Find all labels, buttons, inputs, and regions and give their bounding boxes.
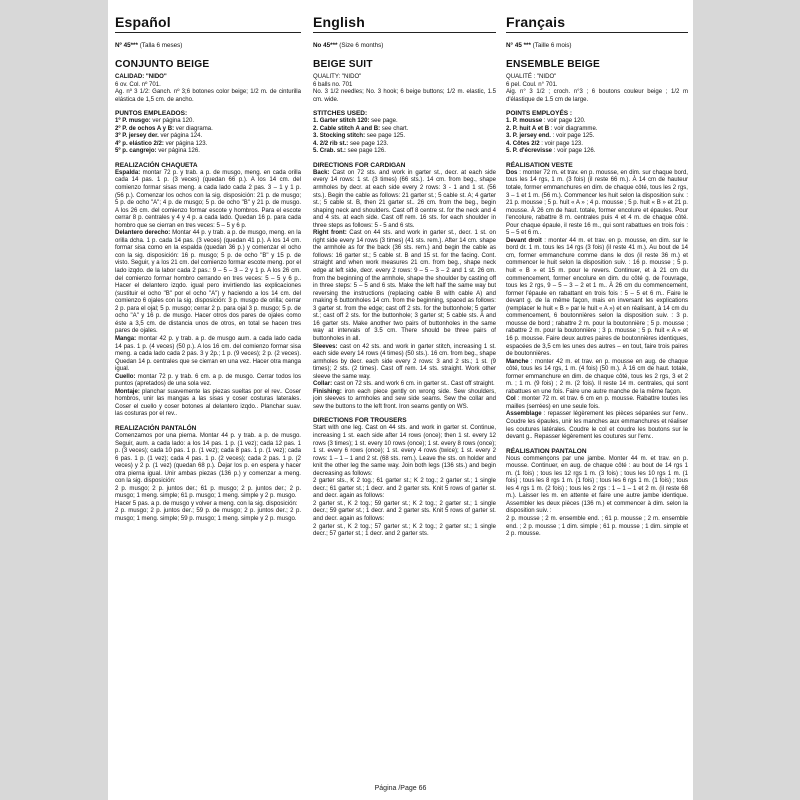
paragraph-text: cast on 72 sts. and work 6 cm. in garter st.. Cast off straight. <box>332 381 495 388</box>
section-heading: PUNTOS EMPLEADOS: <box>115 110 188 118</box>
paragraph-lead: Assemblage <box>506 411 542 418</box>
paragraph-lead: Col <box>506 396 516 403</box>
paragraph-text: montar 72 p. y trab. a p. de musgo, meng. en cada orilla cada 14 pas. 1 p. (3 veces) (quedan 66 p.). A los 14 cm. del comienzo formar sisas meng. a cada lado cada 2 pas. 3 – 1 y 1 p. (56 p.). Comenzar los ochos con la sig. disposición: 21 p. de musgo; 5 p. de ocho "A"; 4 p. de musgo; 5 p. de ocho "B" y 21 p. de musgo. A los 26 cm. del comienzo formar escote y hombros. Para el escote cerrar 8 p. centrales y 4 y 4 p. a cada lado. Quedan 16 p. para cada hombro que se cierran en tres veces: 5 – 5 y 6 p. <box>115 169 301 229</box>
instruction-paragraph <box>115 336 301 374</box>
instruction-paragraph <box>115 486 301 501</box>
instruction-paragraph <box>506 133 688 141</box>
paragraph-text: see chart. <box>380 125 409 132</box>
instruction-paragraph <box>313 344 496 382</box>
paragraph-text: Cast on 72 sts. and work in garter st., decr. at each side every 14 rows: 1 st. (3 times) (66 sts.). 14 cm. from beg., shape armholes by decr. at each side every 2 rows: 3 - 1 and 1 st. (56 sts.). Begin the cable as follows: 21 garter st.; 5 cable st. A; 4 garter st.; 5 cable st. B, then 21 garter st.. 26 cm. from the beg., begin shaping neck and shoulders. Cast off 8 centre st. for the neck and 4 and 4 sts. at each side. Cast off rem. 16 sts. for each shoulder in three steps as follows: 5 - 5 and 6 sts. <box>313 169 496 229</box>
paragraph-text: see page 125. <box>365 133 406 140</box>
model-number <box>313 42 496 50</box>
model-number <box>506 42 688 50</box>
column-francais <box>506 14 688 539</box>
paragraph-lead: 2. P. huit A et B <box>506 125 550 132</box>
paragraph-text: 6 balls no. 701 <box>313 81 353 88</box>
instruction-paragraph <box>313 126 496 134</box>
paragraph-lead: 2º P. de ochos A y B: <box>115 125 175 132</box>
page-footer: Página /Page 66 <box>374 785 427 792</box>
instruction-paragraph <box>115 374 301 389</box>
paragraph-text: : voir diagramme. <box>549 125 598 132</box>
paragraph-text: cast on 42 sts. and work in garter stitch, increasing 1 st. each side every 14 rows (4 times) (50 sts.). 16 cm. from beg., shape armholes by decr. each side every 2 rows: 3 and 2 sts.; 1 st. (9 times); 2 sts. (2 times). Cast off rem. 14 sts. straight. Work other sleeve the same way. <box>313 343 496 380</box>
paragraph-text: ver diagrama. <box>174 125 213 132</box>
paragraph-text: montar 42 p. y trab. a p. de musgo aum. a cada lado cada 14 pas. 1 p. (4 veces) (50 p.). A los 16 cm. del comienzo formar sisa meng. a cada lado cada 2 pas. 3 y 2p.; 1 p. (9 veces); 2 p. (2 veces). Quedan 14 p. centrales que se cierran en una vez. Hacer otra manga igual. <box>115 335 301 373</box>
paragraph-lead: Cuello: <box>115 373 136 380</box>
instruction-paragraph <box>313 501 496 524</box>
paragraph-lead: CALIDAD: "NIDO" <box>115 74 167 80</box>
instruction-paragraph <box>506 411 688 441</box>
document-page <box>108 0 693 800</box>
paragraph-text: 6 ov. Col. nº 701. <box>115 81 161 88</box>
paragraph-text: Start with one leg. Cast on 44 sts. and work in garter st. Continue, increasing 1 st. each side after 14 rows (once); then 1 st. every 12 rows (3 times); 1 st. every 10 rows (once); 1 st. every 8 rows (once); 1 st. every 6 rows (once); 1 st. every 4 rows (twice); 1 st. every 2 rows: 1 – 1 – 1 and 2 st. (68 sts. rem.). Leave the sts. on holder and knit the other leg the same way. Join both legs (136 sts.) and begin decreasing as follows: <box>313 425 496 477</box>
paragraph-text: Montar 44 p. y trab. a p. de musgo, meng. en la orilla dcha. 1 p. cada 14 pas. (3 veces) (quedan 41 p.). A los 14 cm. formar sisa como en la espalda (quedan 36 p.) y comenzar el ocho con la sig. disposición: 16 p. musgo; 5 p. de ocho "B" y 15 p. de visto. Seguir, y a los 21 cm. del comienzo formar escote meng. por el lado izqdo. de la labor cada 2 pas.: 9 – 5 – 3 – 2 y 1 p. A los 26 cm. del comienzo formar hombro cerrando en tres veces: 5 – 5 y 6 p.. Hacer el delantero izqdo. igual pero invirtiendo las explicaciones (sustituir el ocho "B" por el ocho "A") y haciendo a los 14 cm. del comienzo 6 ojales con la sig. disposición: 3 p. musgo de orilla; cerrar 2 p. para el ojal; 5 p. musgo; cerrar 2 p. para ojal 3 p. musgo; 5 p. de ocho "A" y 16 p. de musgo. Hacer otros dos pares de ojales como éste a 3,5 cm. de distancia unos de otros, en total se hacen tres pares de ojales. <box>115 230 301 335</box>
paragraph-text: No. 3 1/2 needles; No. 3 hook; 6 beige buttons; 1/2 m. elastic, 1.5 cm. wide. <box>313 89 496 103</box>
paragraph-text: Comenzamos por una pierna. Montar 44 p. y trab. a p. de musgo. Seguir, aum. a cada lado: a los 14 pas. 1 p. (1 vez); cada 12 pas. 1 p. (3 veces); cada 10 pas. 1 p. (1 vez); cada 8 pas. 1 p. (1 vez); cada 6 pas. 1 p. (1 vez); cada 4 pas. 1 p. (2 veces); cada 2 pas. 1 p. (2 veces) y 2 p. (1 vez) (quedan 68 p.). Dejar los p. en espera y hacer otra pierna igual. Unir ambas piezas (136 p.) y comenzar a meng. con la sig. disposición: <box>115 432 301 485</box>
paragraph-text: iron each piece gently on wrong side. Sew shoulders, join sleeves to armholes and sew side seams. Sew the collar and sew the buttons to the left front. Iron seams gently on WS. <box>313 388 496 410</box>
paragraph-lead: Sleeves: <box>313 343 338 350</box>
model-code: Nº 45*** <box>115 42 138 49</box>
paragraph-text: : monter 72 m. et trav. 6 cm en p. mousse. Rabattre toutes les mailles (serrées) en une seule fois. <box>506 396 688 410</box>
paragraph-text: 2 garter st., K 2 tog.; 57 garter st.; K 2 tog.; 2 garter st.; 1 single decr.; 57 garter st.; 1 decr. and 2 garter sts. <box>313 523 496 538</box>
paragraph-lead: Montaje: <box>115 388 140 395</box>
instruction-paragraph <box>115 74 301 82</box>
paragraph-lead: 4. 2/2 rib st.: <box>313 140 349 147</box>
paragraph-lead: 3º P. jersey der. <box>115 133 159 140</box>
column-espanol <box>115 14 301 524</box>
instruction-paragraph <box>506 170 688 238</box>
paragraph-lead: 1. Garter stitch 120: <box>313 118 370 125</box>
paragraph-text: montar 72 p. y trab. 6 cm. a p. de musgo. Cerrar todos los puntos (apretados) de una sola vez. <box>115 373 301 388</box>
language-heading: Español <box>115 14 301 33</box>
paragraph-text: QUALITY: "NIDO" <box>313 74 362 80</box>
pattern-title: ENSEMBLE BEIGE <box>506 59 600 70</box>
instruction-paragraph <box>313 74 496 82</box>
paragraph-text: Cast on 44 sts. and work in garter st., decr. 1 st. on right side every 14 rows (3 times) (41 sts. rem.). After 14 cm. shape the armhole as for the back (36 sts. rem.) and begin the cable as follows: 16 garter st.; 5 cable st. B and 15 st. for the facing. Cont. straight and when work measures 21 cm. from beg., shape neck edge at left side, decr. every 2 rows: 9 – 5 – 3 – 2 and 1 st. 26 cm. from the beginning of the armhole, shape the shoulder by casting off in three steps: 5 – 5 and 6 sts. Make the left half the same way but reversing the instructions (replacing cable B with cable A) and making 6 buttonholes 14 cm. from the beginning, spaced as follows: 3 garter st. from the edge; cast off 2 sts. for the buttonhole; 5 garter st.; cast off 2 sts. for the buttonhole; 3 garter st; 5 cable sts. A and 16 garter sts. Make another two pairs of buttonholes in the same way at intervals of 3.5 cm. There should be three pairs of buttonholes in all. <box>313 230 496 342</box>
instruction-paragraph <box>313 141 496 149</box>
instruction-paragraph <box>115 126 301 134</box>
paragraph-text: : monter 72 m. et trav. en p. mousse, en dim. sur chaque bord, tous les 14 rgs, 1 m. (3 fois) (il reste 66 m.). À 14 cm de hauteur totale, former emmanchures en dim. de chaque côté, tous les 2 rgs, 3 – 1 et 1 m. (56 m.). Commencer les huit selon la disposition suiv. : 21 p. mousse ; 5 p. huit « A » ; 4 p. mousse ; 5 p. huit « B » et 21 p. mousse. À 26 cm de haut. totale, former encolure et épaules. Pour l'encolure, rabattre 8 m. centrales puis 4 et 4 m. de chaque côté. Pour chaque épaule, il reste 16 m., qui sont rabattues en trois fois : 5 – 5 et 6 m.. <box>506 169 688 237</box>
paragraph-text: see page. <box>369 118 398 125</box>
instruction-paragraph <box>313 478 496 501</box>
instruction-paragraph <box>115 508 301 523</box>
instruction-paragraph <box>115 141 301 149</box>
instruction-paragraph <box>506 238 688 359</box>
paragraph-text: see page 123. <box>348 140 389 147</box>
paragraph-text: 6 pel. Coul. n° 701. <box>506 81 558 88</box>
paragraph-text: : monter 42 m. et trav. en p. mousse en aug. de chaque côté, tous les 14 rgs, 1 m. (4 fois) (50 m.). À 16 cm de haut. totale, former emmanchure en dim. de chaque côté, tous les 2 rgs, 3 et 2 m. ; 1 m. (9 fois) ; 2 m. (2 fois). Il reste 14 m. centrales, qui sont rabattues en une fois. Faire une autre manche de la même façon. <box>506 358 688 395</box>
pattern-title: BEIGE SUIT <box>313 59 373 70</box>
paragraph-lead: 3. Stocking stitch: <box>313 133 366 140</box>
paragraph-lead: 5º p. cangrejo: <box>115 148 157 155</box>
instruction-paragraph <box>313 133 496 141</box>
instruction-paragraph <box>506 359 688 397</box>
section-heading: DIRECTIONS FOR TROUSERS <box>313 417 407 425</box>
paragraph-text: : voir page 123. <box>539 140 583 147</box>
paragraph-text: ver página 123. <box>163 140 208 147</box>
paragraph-text: : voir page 126. <box>552 148 596 155</box>
model-size-note: (Talla 6 meses) <box>139 42 183 49</box>
instruction-paragraph <box>313 170 496 230</box>
paragraph-text: Nous commençons par une jambe. Monter 44 m. et trav. en p. mousse. Continuer, en aug. de chaque côté : au bout de 14 rgs 1 m. (1 fois) ; tous les 12 rgs 1 m. (3 fois) ; tous les 10 rgs 1 m. (1 fois) ; tous les 8 rgs 1 m. (1 fois) ; tous les 6 rgs 1 m. (1 fois) ; tous les 4 rgs 1 m. (2 fois) ; tous les 2 rgs : 1 – 1 – 1 et 2 m. (il reste 68 m.). Laisser les m. en attente et faire une autre jambe identique. Assembler les deux pièces (136 m.) et commencer à dim. selon la disposition suiv. : <box>506 455 688 515</box>
paragraph-lead: Devant droit <box>506 237 542 244</box>
instruction-paragraph <box>506 74 688 82</box>
paragraph-lead: 1. P. mousse <box>506 118 543 125</box>
instruction-paragraph <box>115 89 301 104</box>
paragraph-text: ver página 124. <box>158 133 203 140</box>
paragraph-text: : repasser légèrement les pièces séparées sur l'env.. Coudre les épaules, unir les manches aux emmanchures et réaliser les coutures latérales. Coudre le col et coudre les boutons sur le devant g.. Repasser légèrement les coutures sur l'env.. <box>506 411 688 441</box>
paragraph-lead: Finishing: <box>313 388 342 395</box>
instruction-paragraph <box>506 118 688 126</box>
paragraph-lead: 4. Côtes 2/2 <box>506 140 540 147</box>
model-code: No 45*** <box>313 42 338 49</box>
model-code: N° 45 *** <box>506 42 531 49</box>
paragraph-lead: Espalda: <box>115 169 141 176</box>
language-heading: English <box>313 14 496 33</box>
paragraph-lead: Dos <box>506 169 518 176</box>
paragraph-lead: 4º p. elástico 2/2: <box>115 140 164 147</box>
section-heading: STITCHES USED: <box>313 110 368 118</box>
paragraph-text: QUALITÉ : "NIDO" <box>506 74 557 80</box>
instruction-paragraph <box>115 118 301 126</box>
instruction-paragraph <box>506 126 688 134</box>
instruction-paragraph <box>115 389 301 419</box>
paragraph-text: : monter 44 m. et trav. en p. mousse, en dim. sur le bord dr. 1 m. tous les 14 rgs (3 fois) (il reste 41 m.). Au bout de 14 cm, former emmanchure comme dans le dos (il reste 36 m.) et commencer le huit selon la disposition suiv. : 16 p. mousse ; 5 p. huit « B » et 15 m. pour le revers. Continuer, et à 21 cm du commencement, former encolure en dim. du côté g. de l'ouvrage, tous les 2 rgs, 9 – 5 – 3 – 2 et 1 m.. À 26 cm du commencement, former l'épaule en rabattant en trois fois : 5 – 5 et 6 m.. Faire le devant g. de la même façon, mais en inversant les explications (remplacer le huit « B » par le huit « A ») et en réalisant, à 14 cm du commencement, 6 boutonnières selon la disposition suiv. : 3 p. mousse de bord ; rabattre 2 m. pour la boutonnière ; 5 p. mousse ; rabattre 2 m. pour la boutonnière ; 3 p. mousse ; 5 p. huit « A » et 16 p. mousse. Faire deux autres paires de boutonnières identiques, espacées de 3,5 cm les unes des autres – en tout, faire trois paires de boutonnières. <box>506 237 688 358</box>
paragraph-text: ver página 126. <box>156 148 200 155</box>
paragraph-lead: Manga: <box>115 335 137 342</box>
instruction-paragraph <box>506 148 688 156</box>
paragraph-text: 2 p. musgo; 2 p. juntos der.; 59 p. de musgo; 2 p. juntos der.; 2 p. musgo; 1 meng. simple; 59 p. musgo; 1 meng. simple y 2 p. musgo. <box>115 508 301 522</box>
instruction-paragraph <box>115 148 301 156</box>
instruction-paragraph <box>313 118 496 126</box>
paragraph-text: Hacer 5 pas. a p. de musgo y volver a meng. con la sig. disposición: <box>115 500 298 507</box>
instruction-paragraph <box>506 89 688 104</box>
section-heading: REALIZACIÓN PANTALÓN <box>115 424 197 432</box>
paragraph-text: : voir page 125. <box>550 133 595 140</box>
column-english <box>313 14 496 539</box>
instruction-paragraph <box>313 524 496 539</box>
paragraph-text: Ag. nº 3 1/2: Ganch. nº 3;6 botones color beige; 1/2 m. de cinturilla elástica de 1,5 cm. de ancho. <box>115 89 301 103</box>
paragraph-text: 2 garter st., K 2 tog.; 59 garter st.; K 2 tog.; 2 garter st.; 1 single decr.; 59 garter st.; 1 decr. and 2 garter sts. Knit 5 rows of garter st. and decr. again as follows: <box>313 500 496 522</box>
paragraph-text: 2 p. musgo; 2 p. juntos der.; 61 p. musgo; 2 p. juntos der.; 2 p. musgo; 1 meng. simple; 61 p. musgo; 1 meng. simple y 2 p. musgo. <box>115 485 301 500</box>
section-heading: RÉALISATION VESTE <box>506 161 573 169</box>
paragraph-text: ver página 120. <box>150 118 195 125</box>
paragraph-lead: 2. Cable stitch A and B: <box>313 125 381 132</box>
paragraph-lead: Right front: <box>313 230 347 237</box>
paragraph-text: planchar suavemente las piezas sueltas por el rev.. Coser hombros, unir las mangas a las sisas y coser costuras laterales. Coser el cuello y coser botones al delantero izqdo.. Planchar suav. las costuras por el rev.. <box>115 388 301 418</box>
paragraph-lead: Delantero derecho: <box>115 230 171 237</box>
instruction-paragraph <box>115 230 301 336</box>
instruction-paragraph <box>313 425 496 478</box>
paragraph-text: Aig. n° 3 1/2 ; croch. n°3 ; 6 boutons couleur beige ; 1/2 m d'élastique de 1.5 cm de large. <box>506 89 688 103</box>
paragraph-text: 2 garter sts., K 2 tog.; 61 garter st.; K 2 tog.; 2 garter st.; 1 single decr.; 61 garter st.; 1 decr. and 2 garter sts. Knit 5 rows of garter st. and decr. again as follows: <box>313 478 496 500</box>
instruction-paragraph <box>506 82 688 90</box>
instruction-paragraph <box>115 170 301 230</box>
model-size-note: (Size 6 months) <box>339 42 384 49</box>
section-heading: RÉALISATION PANTALON <box>506 447 587 455</box>
instruction-paragraph <box>313 82 496 90</box>
instruction-paragraph <box>313 381 496 389</box>
language-heading: Français <box>506 14 688 33</box>
instruction-paragraph <box>313 148 496 156</box>
paragraph-text: : voir page 120. <box>542 118 586 125</box>
instruction-paragraph <box>506 516 688 539</box>
instruction-paragraph <box>115 82 301 90</box>
instruction-paragraph <box>115 433 301 486</box>
paragraph-text: see page 126. <box>345 148 386 155</box>
instruction-paragraph <box>313 230 496 343</box>
paragraph-lead: 5. P. d'écrevisse <box>506 148 553 155</box>
instruction-paragraph <box>115 133 301 141</box>
paragraph-lead: Manche <box>506 358 529 365</box>
paragraph-lead: Collar: <box>313 381 333 388</box>
instruction-paragraph <box>506 456 688 516</box>
instruction-paragraph <box>313 389 496 412</box>
instruction-paragraph <box>506 396 688 411</box>
paragraph-lead: 3. P. jersey end. <box>506 133 551 140</box>
instruction-paragraph <box>313 89 496 104</box>
model-number <box>115 42 301 50</box>
pattern-title: CONJUNTO BEIGE <box>115 59 210 70</box>
section-heading: REALIZACIÓN CHAQUETA <box>115 161 198 169</box>
section-heading: DIRECTIONS FOR CARDIGAN <box>313 161 406 169</box>
instruction-paragraph <box>115 501 301 509</box>
section-heading: POINTS EMPLOYÉS : <box>506 110 573 118</box>
paragraph-lead: 5. Crab. st.: <box>313 148 346 155</box>
paragraph-text: 2 p. mousse ; 2 m. ensemble end. ; 61 p. mousse ; 2 m. ensemble end. ; 2 p. mousse ; 1 dim. simple ; 61 p. mousse ; 1 dim. simple et 2 p. mousse. <box>506 515 688 538</box>
instruction-paragraph <box>506 141 688 149</box>
model-size-note: (Taille 6 mois) <box>532 42 572 49</box>
paragraph-lead: Back: <box>313 169 330 176</box>
paragraph-lead: 1º P. musgo: <box>115 118 151 125</box>
